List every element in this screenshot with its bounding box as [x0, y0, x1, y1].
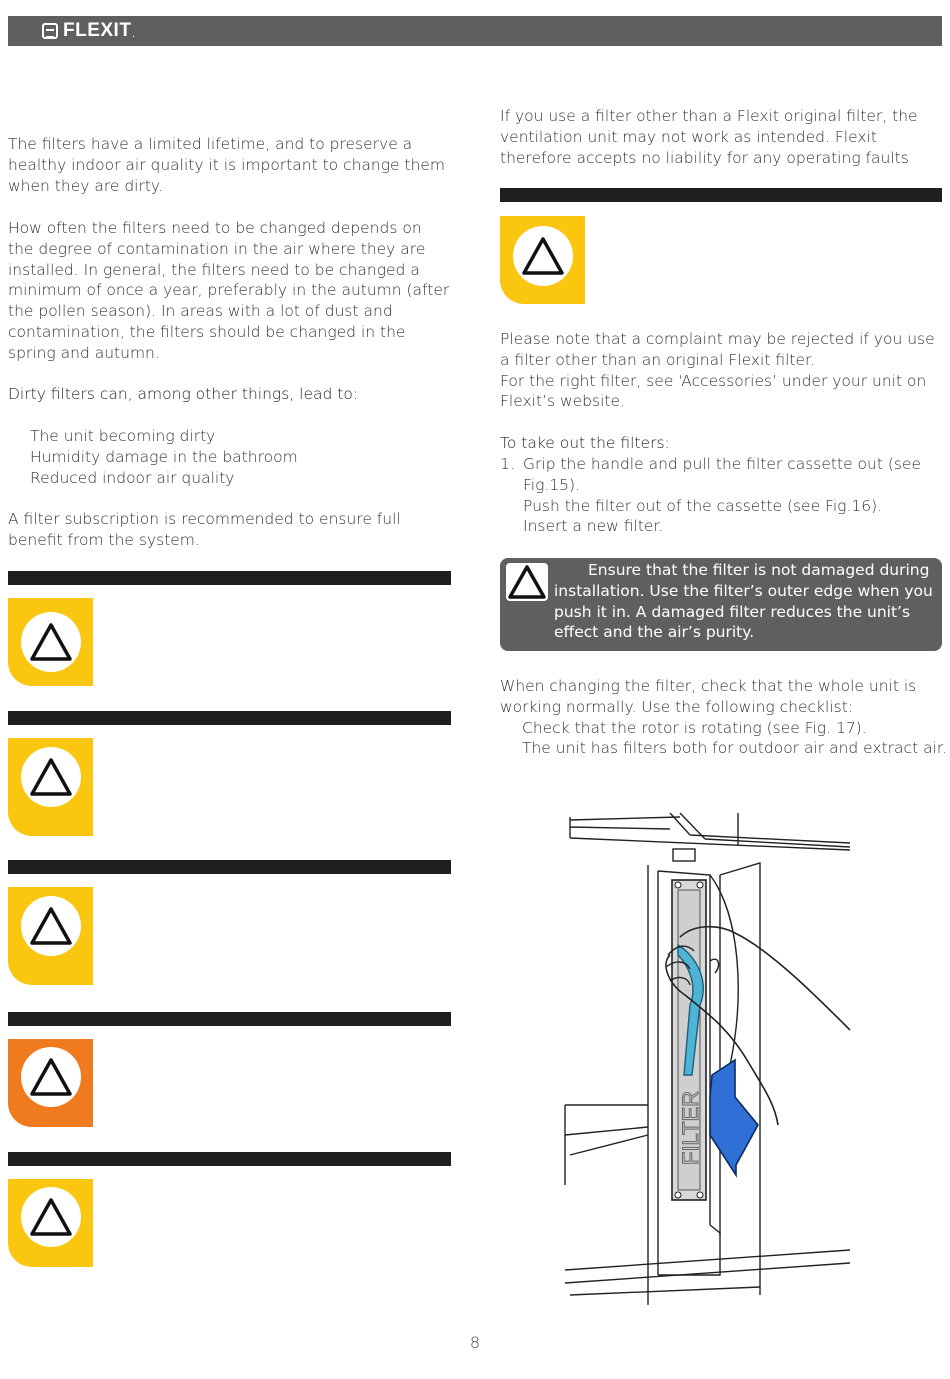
right-para-2: Please note that a complaint may be rejected if you use a filter other than an original Flexit filter. For the right filter, see ‘Accessories’ under your unit on Flexit’s website.: [500, 330, 935, 411]
list-item: Humidity damage in the bathroom: [30, 447, 298, 466]
caution-box: [500, 216, 585, 304]
right-para-1: If you use a filter other than a Flexit original filter, the ventilation unit may not work as intended. Flexit therefore accepts no liability for any operating faults: [500, 107, 918, 167]
step-number: 1.: [500, 455, 515, 473]
section-bar: [8, 711, 451, 725]
caution-box: [8, 887, 93, 985]
caution-note: [500, 558, 942, 651]
brand-mark: .: [132, 32, 135, 39]
step-text: Push the filter out of the cassette (see Fig.16).: [523, 496, 883, 515]
list-item: [500, 454, 930, 537]
header-bar: [8, 16, 942, 46]
section-bar: [8, 1152, 451, 1166]
note-text: Ensure that the filter is not damaged during installation. Use the filter’s outer edge when you push it in. A damaged filter reduces the unit’s effect and the air’s purity.: [554, 561, 933, 642]
warning-triangle-icon: [507, 564, 547, 600]
section-bar: [8, 860, 451, 874]
list-item: Reduced indoor air quality: [30, 468, 235, 487]
left-para-1: The filters have a limited lifetime, and to preserve a healthy indoor air quality it is important to change them when they are dirty.: [8, 135, 446, 195]
section-bar: [8, 1012, 451, 1026]
warning-triangle-icon: [29, 1057, 73, 1097]
list-item: The unit has filters both for outdoor air and extract air.: [522, 739, 947, 758]
list-item: The unit becoming dirty: [30, 427, 216, 445]
flexit-logo-icon: [42, 23, 58, 39]
warning-triangle-icon: [29, 1197, 73, 1237]
step-text: Insert a new filter.: [523, 517, 664, 536]
list-item: Check that the rotor is rotating (see Fig. 17).: [522, 718, 867, 737]
arrow-down-icon: [710, 1060, 758, 1175]
steps-title: To take out the filters:: [500, 434, 670, 452]
warning-triangle-icon: [29, 622, 73, 662]
steps-list: [500, 454, 930, 537]
filter-removal-illustration: [560, 805, 860, 1310]
caution-box: [8, 598, 93, 686]
left-para-3: A filter subscription is recommended to ensure full benefit from the system.: [8, 510, 401, 549]
warning-box: [8, 1039, 93, 1127]
note-warning: [506, 563, 548, 601]
consequence-list: [8, 426, 448, 488]
warning-triangle-icon: [521, 236, 565, 276]
left-lead-in: Dirty filters can, among other things, lead to:: [8, 385, 359, 403]
warning-triangle-icon: [29, 906, 73, 946]
warning-triangle-icon: [29, 757, 73, 797]
step-text: Grip the handle and pull the filter cassette out (see Fig.15).: [523, 455, 922, 494]
caution-box: [8, 738, 93, 836]
caution-box: [8, 1179, 93, 1267]
section-bar: [500, 188, 942, 202]
right-para-3: When changing the filter, check that the whole unit is working normally. Use the following checklist: Check that the rotor is rotating (see Fig. 17). The unit has filters both for outdoor air and extract air.: [500, 677, 947, 758]
left-para-2: How often the filters need to be changed depends on the degree of contamination in the air where they are installed. In general, the filters need to be changed a minimum of once a year, preferably in the autumn (after the pollen season). In areas with a lot of dust and contamination, the filters should be changed in the spring and autumn.: [8, 219, 450, 362]
flexit-logo: [42, 20, 135, 42]
page-number: 8: [469, 1333, 481, 1352]
brand-name: FLEXIT: [63, 20, 132, 41]
filter-label: FILTER: [678, 1090, 703, 1165]
section-bar: [8, 571, 451, 585]
